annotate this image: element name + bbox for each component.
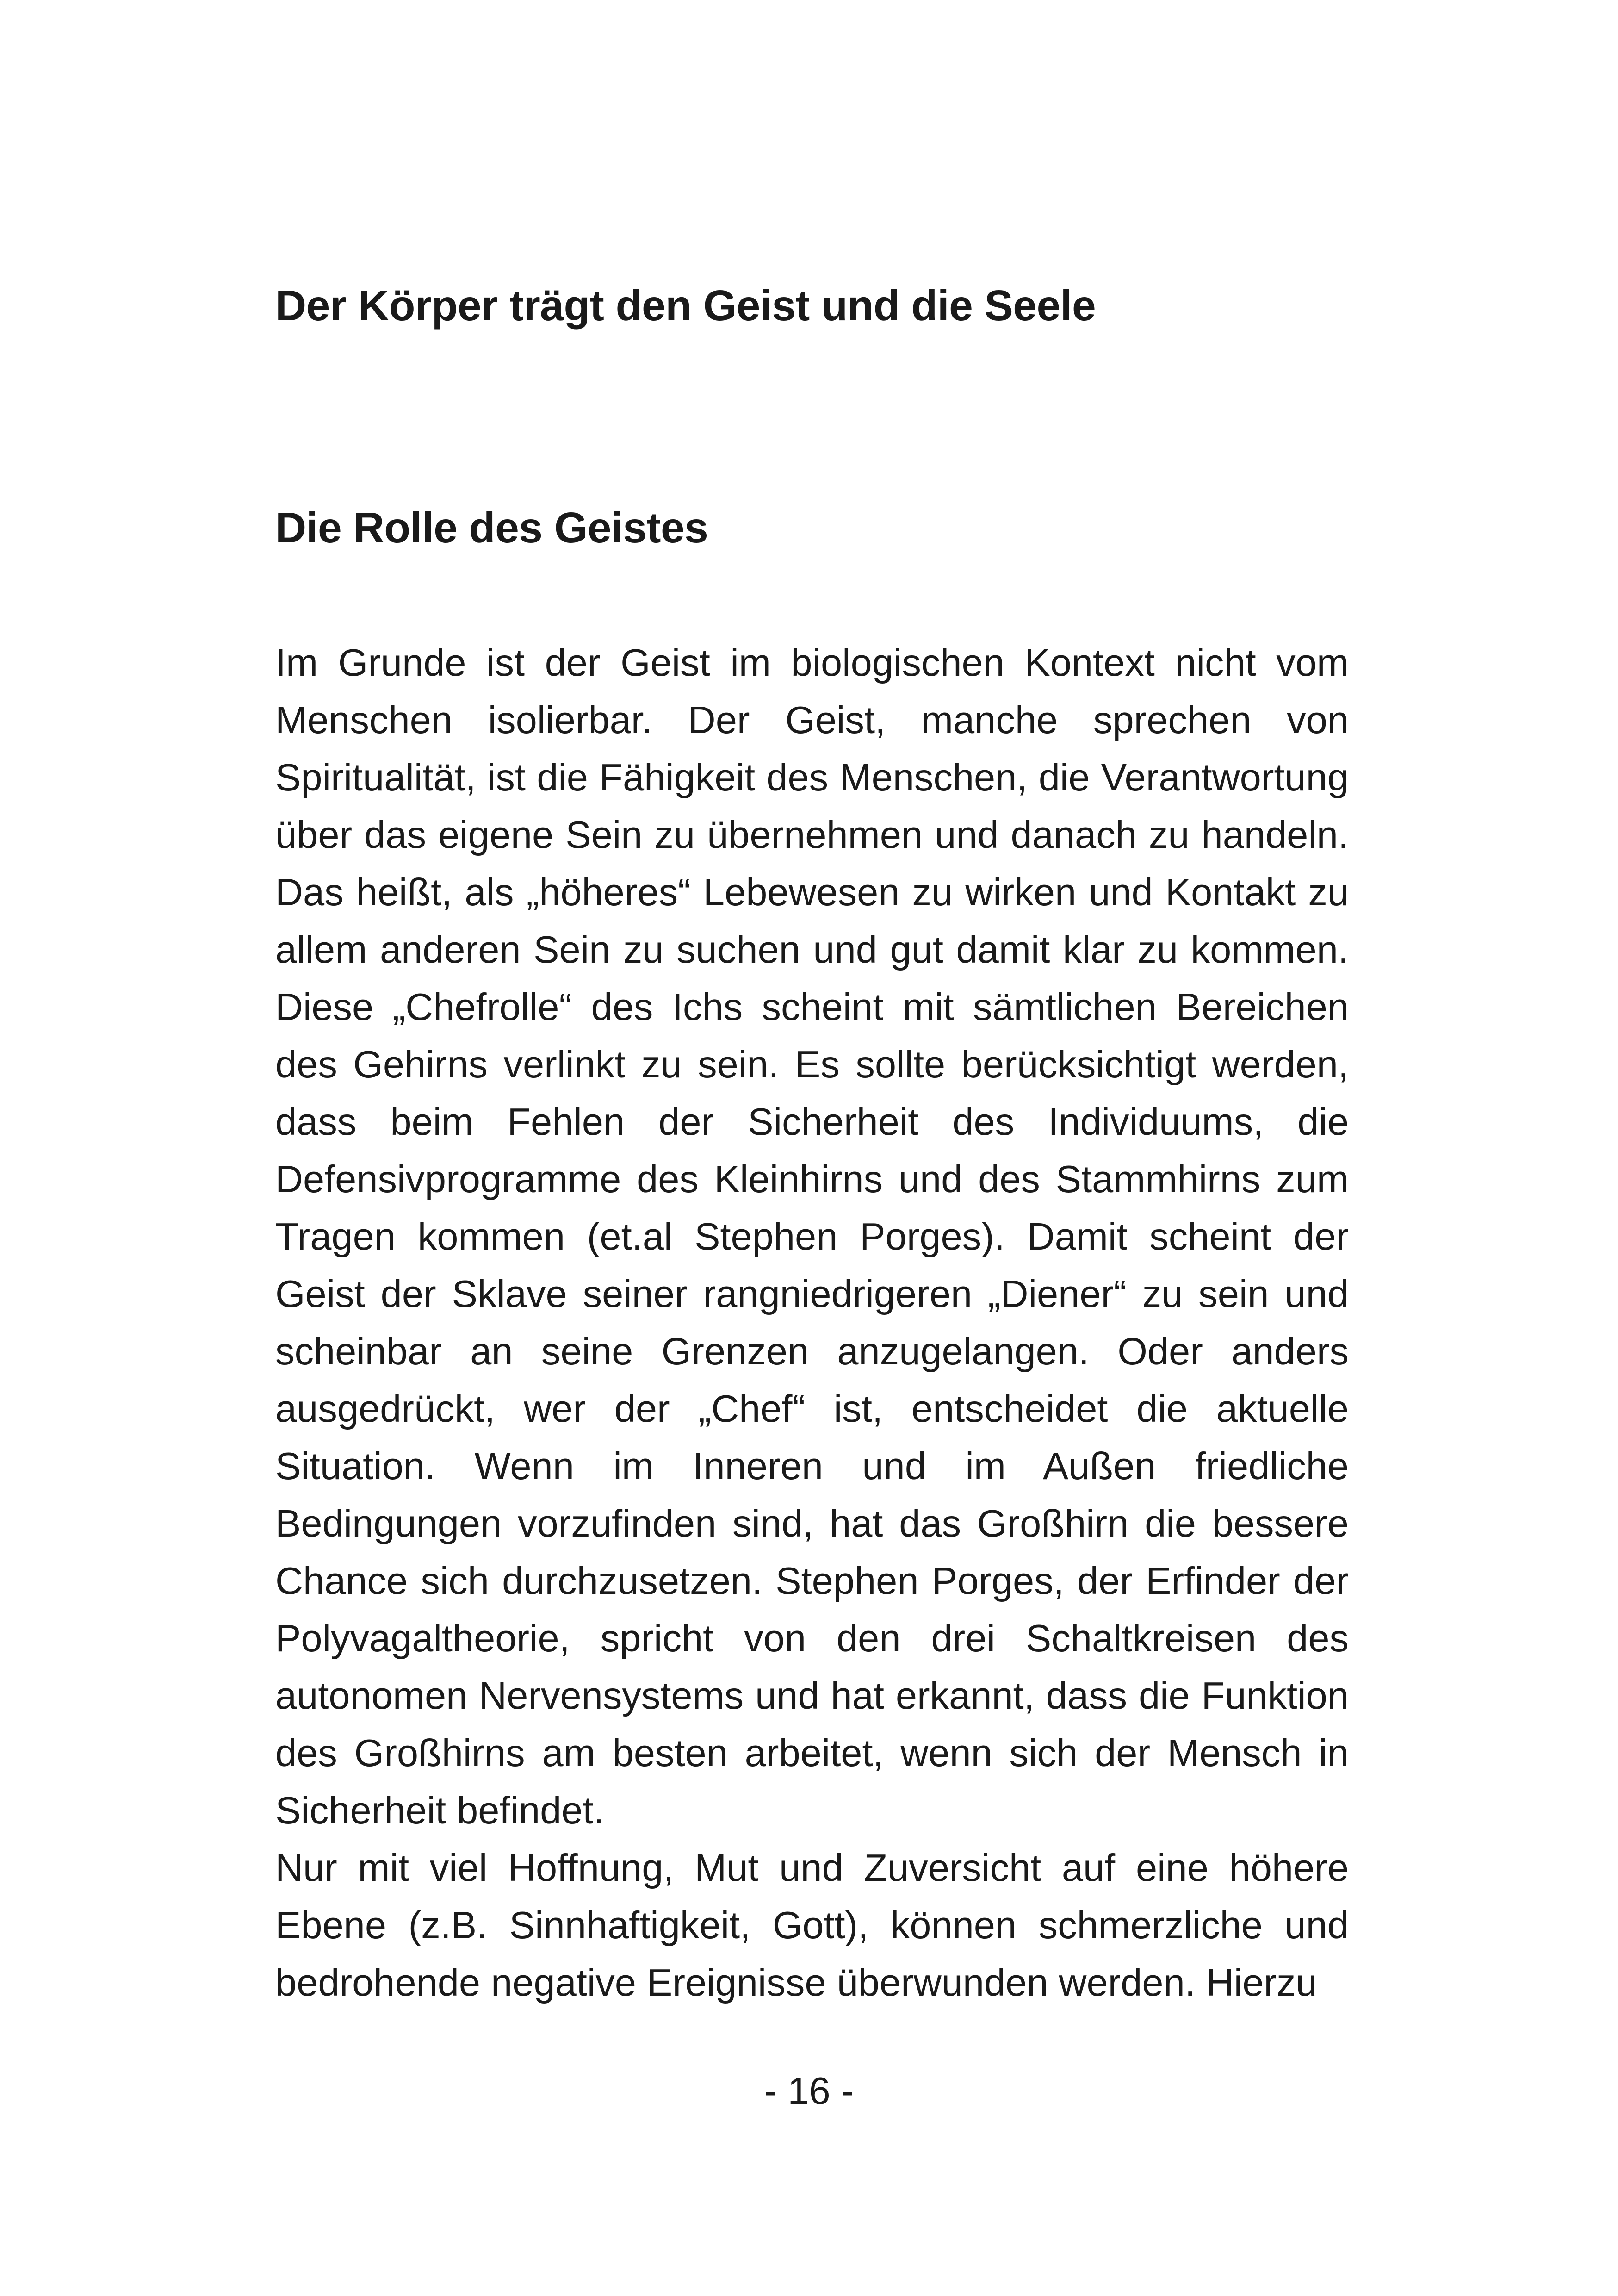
chapter-heading: Der Körper trägt den Geist und die Seele xyxy=(275,281,1096,330)
paragraph: Nur mit viel Hoffnung, Mut und Zuversicht auf eine höhere Ebene (z.B. Sinnhaftigkeit, Gott), können schmerzliche und bedrohende negative Ereignisse überwunden werden. Hierzu xyxy=(275,1846,1349,2004)
section-heading: Die Rolle des Geistes xyxy=(275,504,708,552)
page-number: - 16 - xyxy=(764,2069,854,2112)
body-text xyxy=(275,634,1349,2011)
paragraph: Im Grunde ist der Geist im biologischen Kontext nicht vom Menschen isolierbar. Der Geist, manche sprechen von Spiritualität, ist die Fähigkeit des Menschen, die Verantwortung über das eigene Sein zu übernehmen und danach zu handeln. Das heißt, als „höheres“ Lebewesen zu wirken und Kontakt zu allem anderen Sein zu suchen und gut damit klar zu kommen. Diese „Chefrolle“ des Ichs scheint mit sämtlichen Bereichen des Gehirns verlinkt zu sein. Es sollte berücksichtigt werden, dass beim Fehlen der Sicherheit des Individuums, die Defensivprogramme des Kleinhirns und des Stammhirns zum Tragen kommen (et.al Stephen Porges). Damit scheint der Geist der Sklave seiner rangniedrigeren „Diener“ zu sein und scheinbar an seine Grenzen anzugelangen. Oder anders ausgedrückt, wer der „Chef“ ist, entscheidet die aktuelle Situation. Wenn im Inneren und im Außen friedliche Bedingungen vorzufinden sind, hat das Großhirn die bessere Chance sich durchzusetzen. Stephen Porges, der Erfinder der Polyvagaltheorie, spricht von den drei Schaltkreisen des autonomen Nervensystems und hat erkannt, dass die Funktion des Großhirns am besten arbeitet, wenn sich der Mensch in Sicherheit befindet. xyxy=(275,641,1349,1832)
